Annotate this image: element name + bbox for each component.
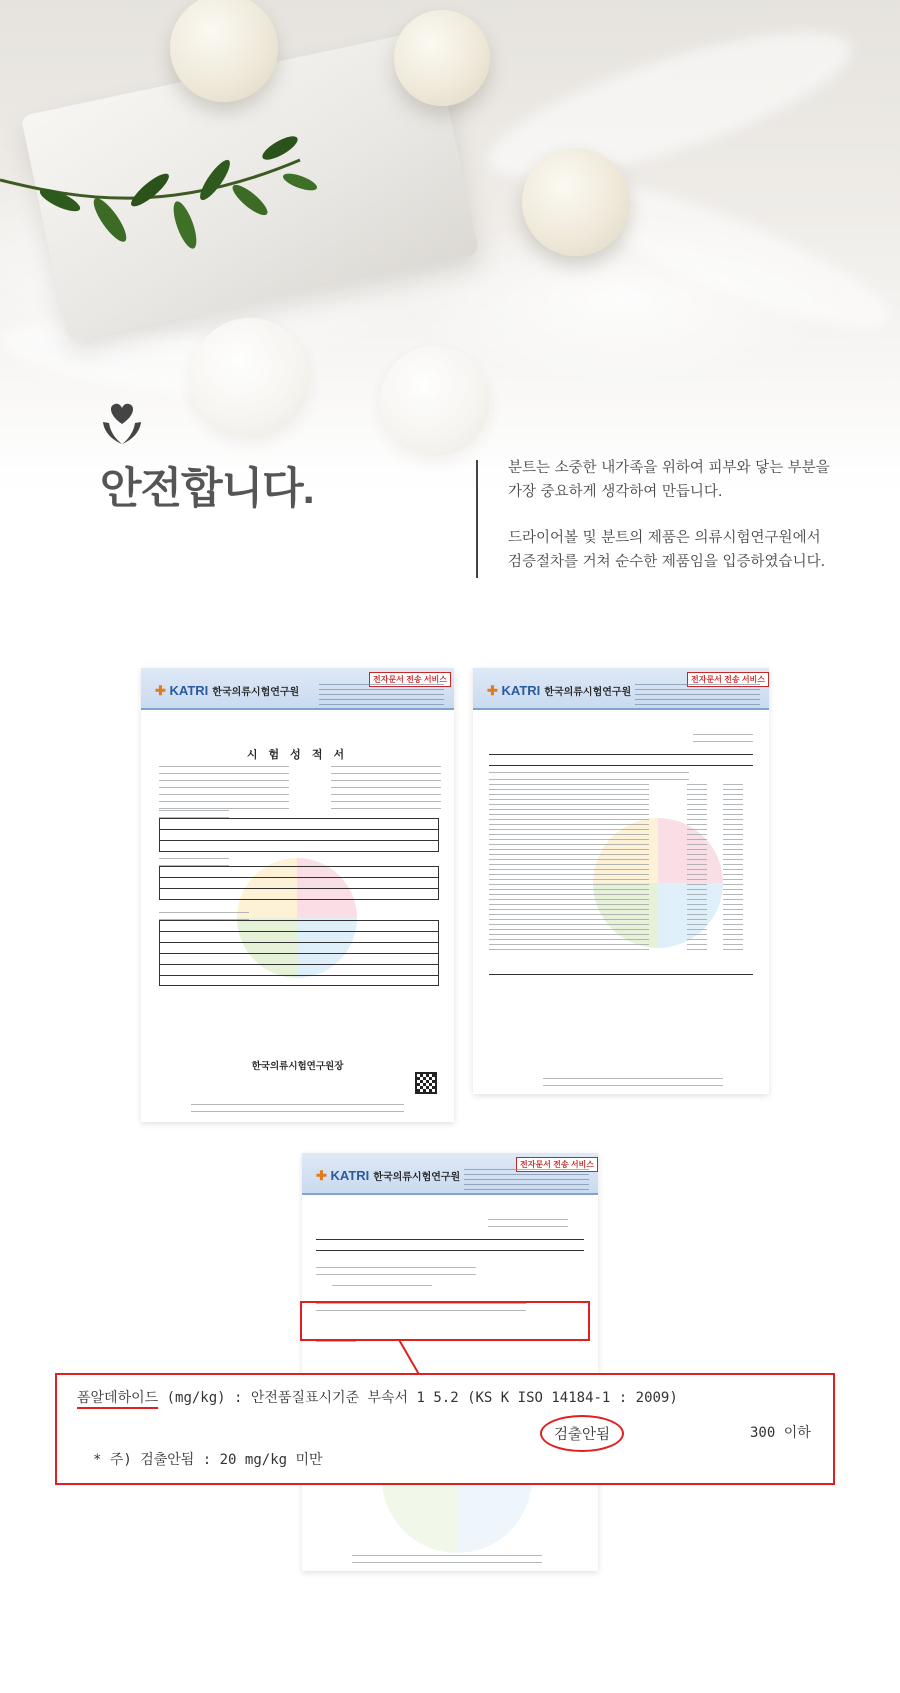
certificate-header [473, 668, 769, 710]
olive-branch-illustration [0, 120, 360, 280]
limit-value: 300 이하 [750, 1425, 811, 1441]
wool-dryer-ball [190, 318, 310, 438]
org-name: 한국의류시험연구원 [544, 687, 632, 698]
test-result-table [159, 866, 439, 900]
amine-list [489, 784, 649, 954]
certificate-title: 시 험 성 적 서 [246, 749, 349, 761]
section-heading [159, 858, 229, 866]
test-standard: (mg/kg) : 안전품질표시기준 부속서 1 5.2 (KS K ISO 14184-1 : 2009) [158, 1390, 678, 1406]
result-not-detected: 검출안됨 [540, 1415, 624, 1452]
address-block [319, 684, 444, 706]
harmful-substance-table [159, 920, 439, 986]
ph-line [316, 1267, 476, 1275]
logo-word: KATRI [330, 1168, 370, 1183]
report-info [331, 766, 441, 810]
result-column [687, 784, 707, 954]
table-header [489, 754, 753, 766]
continued-note [316, 1341, 356, 1347]
table-header [316, 1239, 584, 1251]
e-document-stamp: 전자문서 전송 서비스 [369, 672, 451, 687]
address-block [464, 1169, 589, 1191]
detection-note: * 주) 검출안됨 : 20 mg/kg 미만 [93, 1452, 323, 1468]
org-name: 한국의류시험연구원 [212, 687, 300, 698]
e-document-stamp: 전자문서 전송 서비스 [687, 672, 769, 687]
formaldehyde-term: 폼알데하이드 [77, 1390, 159, 1406]
wool-dryer-ball [394, 10, 490, 106]
katri-logo: ✚ KATRI 한국의류시험연구원 [487, 683, 632, 698]
footer-notes [543, 1078, 723, 1088]
section-heading [159, 810, 229, 818]
footer-notes [191, 1104, 404, 1114]
ph-note [332, 1285, 432, 1291]
org-name: 한국의류시험연구원 [373, 1172, 461, 1183]
heart-hands-icon [100, 400, 144, 448]
certificate-header [302, 1153, 598, 1195]
test-certificate-page-3 [302, 1153, 598, 1571]
test-certificate-page-2 [473, 668, 769, 1094]
intro-paragraph [508, 526, 868, 574]
formaldehyde-standard-line [77, 1387, 678, 1407]
katri-logo: ✚ KATRI 한국의류시험연구원 [316, 1168, 461, 1183]
method-line [489, 772, 689, 780]
vertical-divider [476, 460, 478, 578]
limit-column [723, 784, 743, 954]
report-info [488, 1219, 568, 1231]
intro-line: 분트는 소중한 내가족을 위하여 피부와 닿는 부분을 [508, 460, 830, 476]
wool-dryer-ball [380, 346, 490, 456]
certificate-header [141, 668, 454, 710]
test-certificate-page-1 [141, 668, 454, 1122]
address-block [635, 684, 760, 706]
table-rule [489, 974, 753, 975]
page-title: 안전합니다. [100, 465, 314, 513]
formaldehyde-highlight-box [300, 1301, 590, 1341]
sample-info-table [159, 818, 439, 852]
wool-dryer-ball [522, 148, 630, 256]
logo-word: KATRI [169, 683, 209, 698]
intro-line: 가장 중요하게 생각하여 만듭니다. [508, 484, 723, 500]
e-document-stamp: 전자문서 전송 서비스 [516, 1157, 598, 1172]
report-info [693, 734, 753, 746]
katri-logo: ✚ KATRI 한국의류시험연구원 [155, 683, 300, 698]
logo-word: KATRI [501, 683, 541, 698]
footer-notes [352, 1555, 542, 1565]
applicant-info [159, 766, 289, 810]
section-heading [159, 912, 249, 920]
certificate-signoff: 한국의류시험연구원장 [251, 1061, 344, 1072]
intro-paragraph [508, 456, 868, 504]
intro-line: 검증절차를 거쳐 순수한 제품임을 입증하였습니다. [508, 554, 826, 570]
qr-code [415, 1072, 437, 1094]
intro-text [508, 456, 868, 596]
formaldehyde-zoom-callout [55, 1373, 835, 1485]
intro-line: 드라이어볼 및 분트의 제품은 의류시험연구원에서 [508, 530, 821, 546]
hero-section [0, 0, 900, 600]
